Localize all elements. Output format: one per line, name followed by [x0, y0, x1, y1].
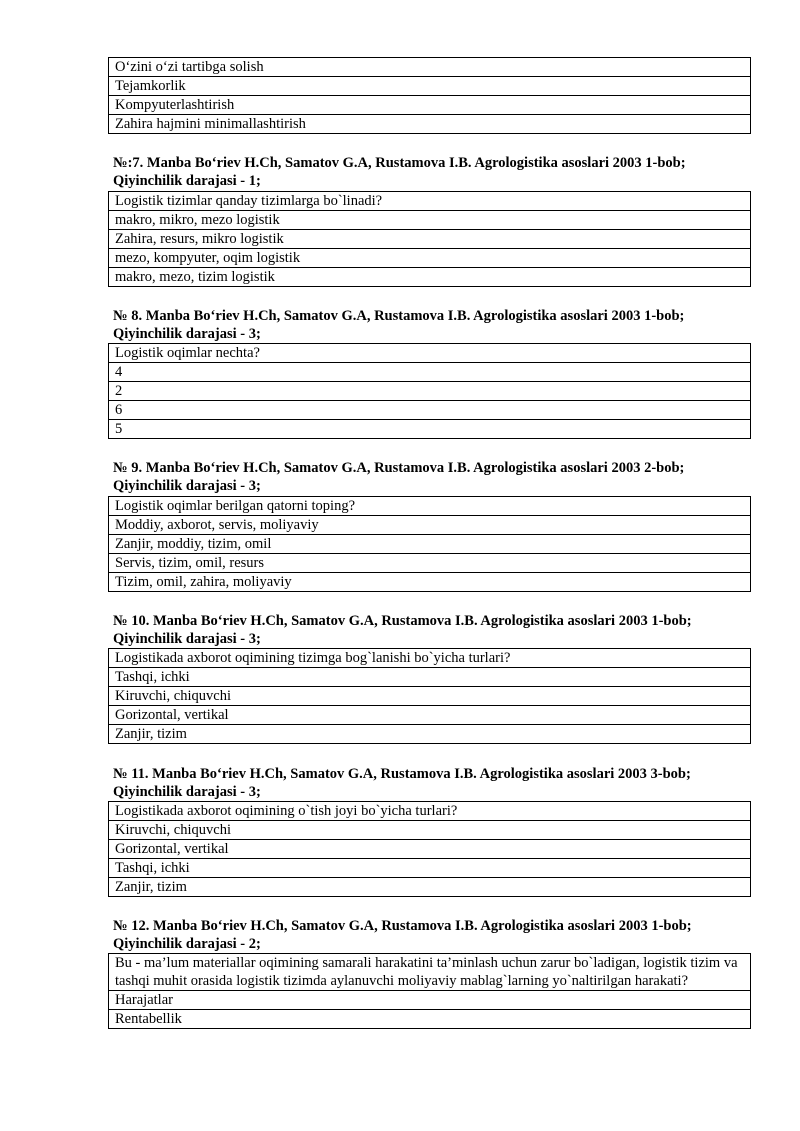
option-cell: Zahira hajmini minimallashtirish — [109, 115, 751, 134]
question-heading: № 10. Manba Bo‘riev H.Ch, Samatov G.A, Rustamova I.B. Agrologistika asoslari 2003 1-bob; Qiyinchilik darajasi - 3; — [113, 613, 692, 647]
question-heading: № 9. Manba Bo‘riev H.Ch, Samatov G.A, Rustamova I.B. Agrologistika asoslari 2003 2-bob; Qiyinchilik darajasi - 3; — [113, 460, 685, 494]
option-cell: Tashqi, ichki — [109, 859, 751, 878]
option-cell: Kiruvchi, chiquvchi — [109, 821, 751, 840]
question-table — [108, 343, 751, 439]
option-cell: Gorizontal, vertikal — [109, 840, 751, 859]
option-cell: Zanjir, tizim — [109, 725, 751, 744]
option-cell: Tejamkorlik — [109, 77, 751, 96]
question-text: Logistikada axborot oqimining tizimga bog`lanishi bo`yicha turlari? — [109, 649, 751, 668]
question-table — [108, 953, 751, 1029]
option-cell: Kiruvchi, chiquvchi — [109, 687, 751, 706]
option-cell: 2 — [109, 382, 751, 401]
option-cell: Gorizontal, vertikal — [109, 706, 751, 725]
option-cell: O‘zini o‘zi tartibga solish — [109, 58, 751, 77]
options-table-top — [108, 57, 751, 134]
question-text: Logistik oqimlar nechta? — [109, 344, 751, 363]
question-table — [108, 191, 751, 287]
question-text: Logistik tizimlar qanday tizimlarga bo`linadi? — [109, 192, 751, 211]
option-cell: Rentabellik — [109, 1010, 751, 1029]
option-cell: Tizim, omil, zahira, moliyaviy — [109, 573, 751, 592]
option-cell: Moddiy, axborot, servis, moliyaviy — [109, 516, 751, 535]
question-text: Bu - ma’lum materiallar oqimining samarali harakatini ta’minlash uchun zarur bo`ladigan, logistik tizim va tashqi muhit orasida logistik tizimda aylanuvchi moliyaviy mablag`larning yo`naltirilgan harakati? — [109, 954, 751, 991]
question-heading: №:7. Manba Bo‘riev H.Ch, Samatov G.A, Rustamova I.B. Agrologistika asoslari 2003 1-bob; Qiyinchilik darajasi - 1; — [113, 155, 686, 189]
option-cell: 6 — [109, 401, 751, 420]
option-cell: Kompyuterlashtirish — [109, 96, 751, 115]
question-table — [108, 648, 751, 744]
option-cell: Zahira, resurs, mikro logistik — [109, 230, 751, 249]
question-table — [108, 801, 751, 897]
option-cell: makro, mezo, tizim logistik — [109, 268, 751, 287]
option-cell: Zanjir, moddiy, tizim, omil — [109, 535, 751, 554]
option-cell: 5 — [109, 420, 751, 439]
option-cell: Zanjir, tizim — [109, 878, 751, 897]
option-cell: Tashqi, ichki — [109, 668, 751, 687]
option-cell: mezo, kompyuter, oqim logistik — [109, 249, 751, 268]
option-cell: makro, mikro, mezo logistik — [109, 211, 751, 230]
question-table — [108, 496, 751, 592]
question-heading: № 11. Manba Bo‘riev H.Ch, Samatov G.A, Rustamova I.B. Agrologistika asoslari 2003 3-bob; Qiyinchilik darajasi - 3; — [113, 766, 691, 800]
question-heading: № 12. Manba Bo‘riev H.Ch, Samatov G.A, Rustamova I.B. Agrologistika asoslari 2003 1-bob; Qiyinchilik darajasi - 2; — [113, 918, 692, 952]
option-cell: Harajatlar — [109, 991, 751, 1010]
option-cell: 4 — [109, 363, 751, 382]
option-cell: Servis, tizim, omil, resurs — [109, 554, 751, 573]
question-text: Logistikada axborot oqimining o`tish joyi bo`yicha turlari? — [109, 802, 751, 821]
question-heading: № 8. Manba Bo‘riev H.Ch, Samatov G.A, Rustamova I.B. Agrologistika asoslari 2003 1-bob; Qiyinchilik darajasi - 3; — [113, 308, 685, 342]
question-text: Logistik oqimlar berilgan qatorni toping? — [109, 497, 751, 516]
